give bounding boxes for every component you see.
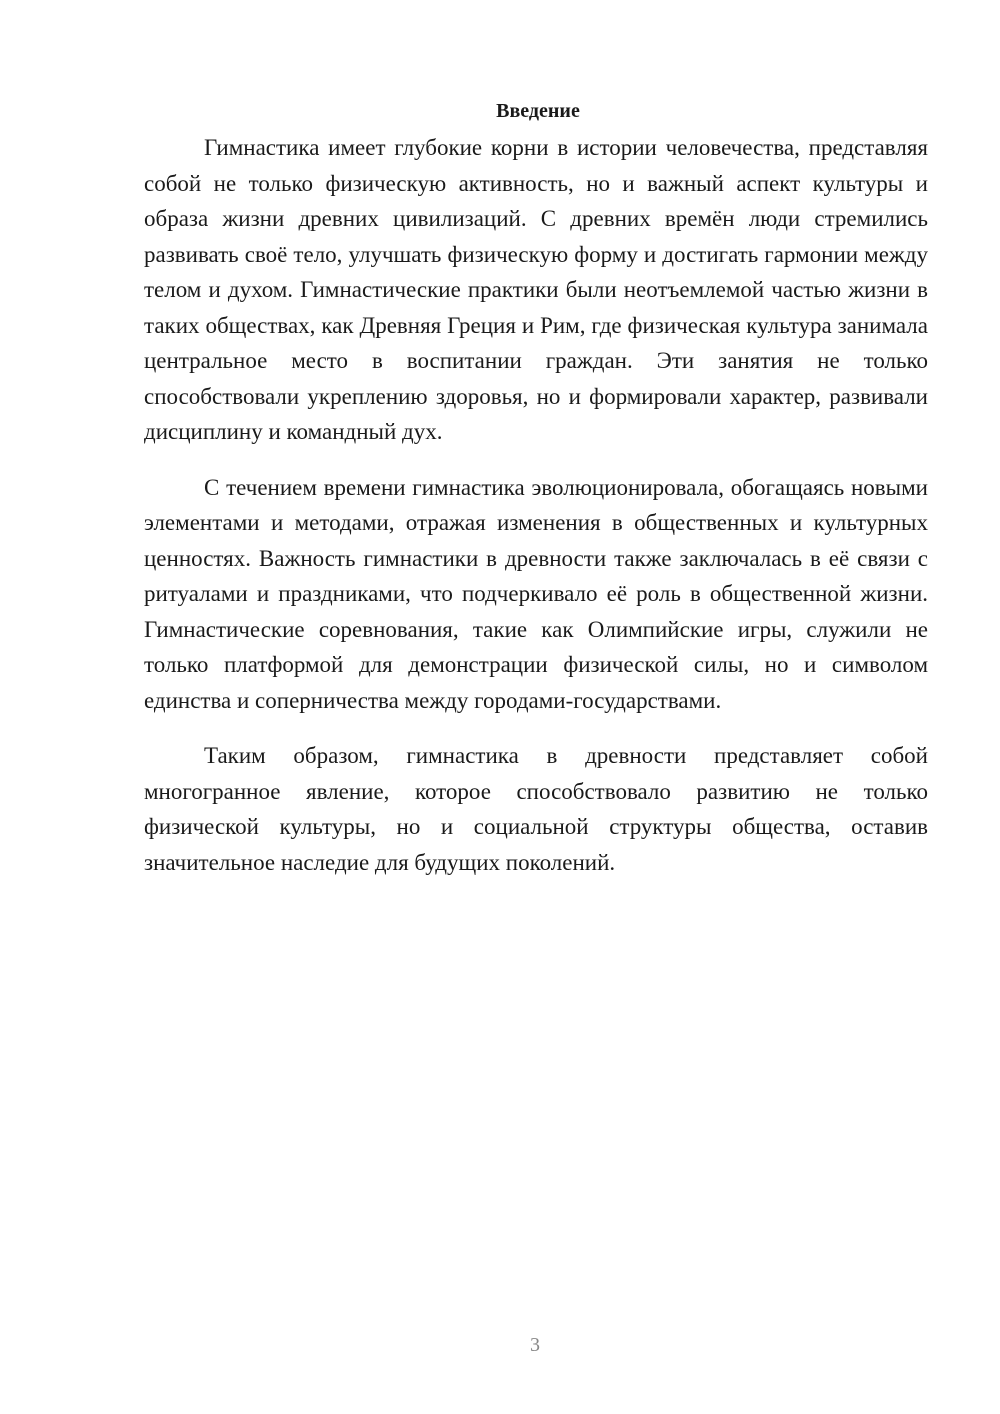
page-number: 3: [530, 1334, 540, 1356]
paragraph-3: Таким образом, гимнастика в древности представляет собой многогранное явление, которое способствовало развитию не только физической культуры, но и социальной структуры общества, оставив значительное наследие для будущих поколений.: [144, 743, 928, 875]
page-content: [144, 96, 928, 900]
section-title: Введение: [496, 100, 580, 122]
paragraph-2: С течением времени гимнастика эволюционировала, обогащаясь новыми элементами и методами, отражая изменения в общественных и культурных ценностях. Важность гимнастики в древности также заключалась в её связи с ритуалами и праздниками, что подчеркивало её роль в общественной жизни. Гимнастические соревнования, такие как Олимпийские игры, служили не только платформой для демонстрации физической силы, но и символом единства и соперничества между городами-государствами.: [144, 474, 928, 713]
paragraph-1: Гимнастика имеет глубокие корни в истории человечества, представляя собой не только физическую активность, но и важный аспект культуры и образа жизни древних цивилизаций. С древних времён люди стремились развивать своё тело, улучшать физическую форму и достигать гармонии между телом и духом. Гимнастические практики были неотъемлемой частью жизни в таких обществах, как Древняя Греция и Рим, где физическая культура занимала центральное место в воспитании граждан. Эти занятия не только способствовали укреплению здоровья, но и формировали характер, развивали дисциплину и командный дух.: [144, 135, 928, 444]
